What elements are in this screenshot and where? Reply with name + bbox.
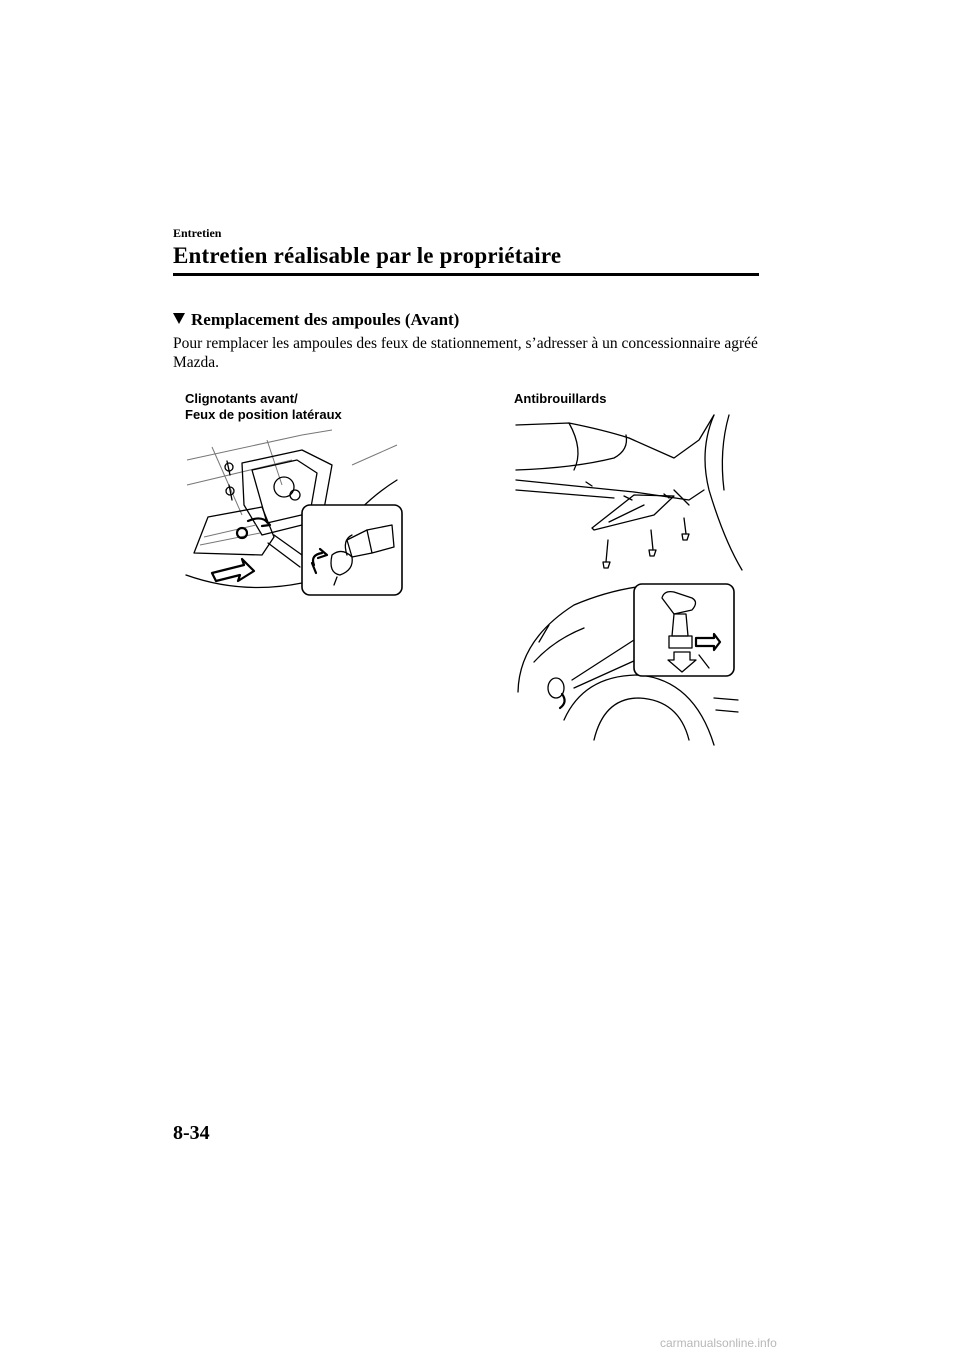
title-divider [173, 273, 759, 276]
section-label: Entretien [173, 226, 222, 240]
fog-light-cover-illustration [514, 410, 744, 575]
body-paragraph: Pour remplacer les ampoules des feux de stationnement, s’adresser à un concessionnaire agréé Mazda. [173, 335, 758, 371]
subheading [173, 310, 459, 330]
subheading-text: Remplacement des ampoules (Avant) [191, 310, 460, 329]
figure-label-fog-lights: Antibrouillards [514, 391, 607, 406]
watermark: carmanualsonline.info [660, 1336, 777, 1350]
triangle-bullet-icon [173, 313, 185, 324]
page-number: 8-34 [173, 1122, 210, 1144]
figure-label-line-1: Clignotants avant/ [185, 391, 298, 406]
fog-light-bulb-illustration [514, 580, 740, 750]
turn-signal-illustration [182, 425, 408, 600]
figure-label-turn-signals [185, 391, 342, 423]
page-title: Entretien réalisable par le propriétaire [173, 243, 562, 268]
figure-label-line-2: Feux de position latéraux [185, 407, 342, 422]
